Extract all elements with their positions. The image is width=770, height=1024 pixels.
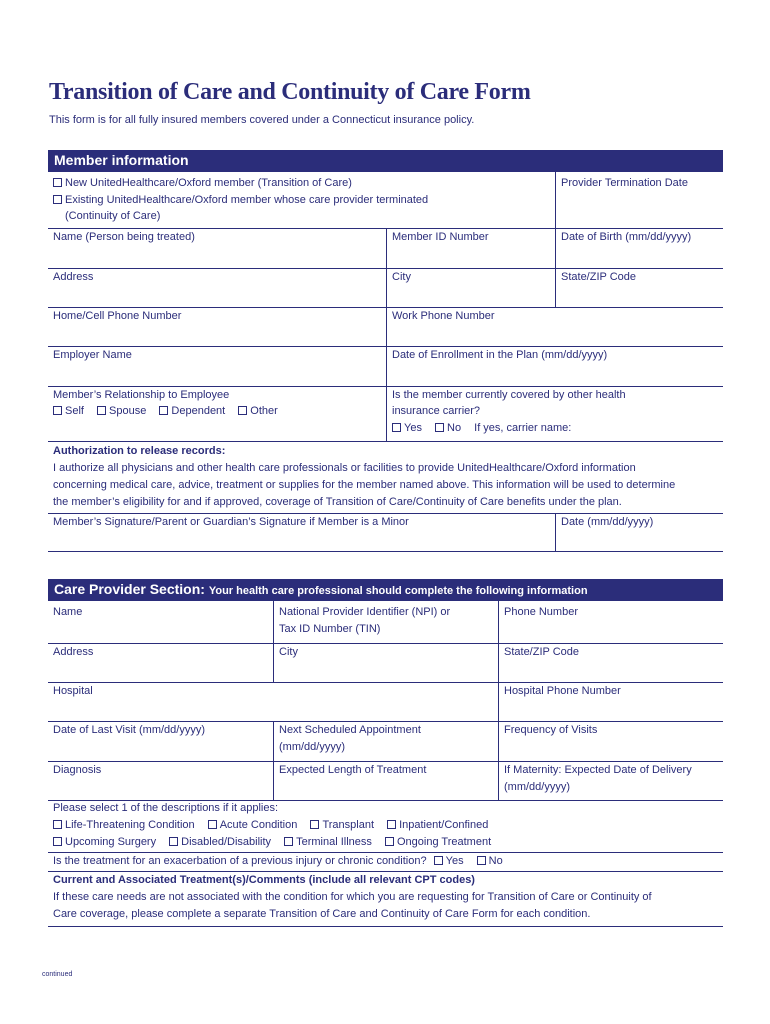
upcoming-surgery-checkbox[interactable]	[53, 837, 62, 846]
authorization-text-2: concerning medical care, advice, treatment or supplies for the member named above. This information will be used to determine	[53, 479, 676, 491]
exacerbation-question: Is the treatment for an exacerbation of a previous injury or chronic condition?	[53, 855, 427, 867]
provider-section-header	[48, 579, 723, 601]
member-name-field[interactable]: Name (Person being treated)	[53, 231, 195, 243]
other-coverage-options	[392, 420, 571, 437]
new-member-option[interactable]	[53, 175, 352, 192]
provider-section-subtitle: Your health care professional should complete the following information	[208, 585, 588, 597]
inpatient-label: Inpatient/Confined	[399, 819, 489, 831]
authorization-text-3: the member’s eligibility for and if approved, coverage of Transition of Care/Continuity of Care benefits under the plan.	[53, 496, 622, 508]
acute-condition-option[interactable]	[208, 819, 298, 831]
description-options-row-1	[53, 817, 488, 834]
member-signature-field[interactable]: Member’s Signature/Parent or Guardian’s Signature if Member is a Minor	[53, 516, 409, 528]
rel-spouse-option[interactable]	[97, 405, 146, 417]
rel-self-option[interactable]	[53, 405, 84, 417]
exacerbation-yes-checkbox[interactable]	[434, 856, 443, 865]
rel-self-label: Self	[65, 405, 84, 417]
member-section-header	[48, 150, 723, 172]
disabled-option[interactable]	[169, 836, 271, 848]
current-treatment-text-1: If these care needs are not associated with the condition for which you are requesting for Transition of Care or Continuity of	[53, 891, 652, 903]
visit-frequency-field[interactable]: Frequency of Visits	[504, 724, 598, 736]
member-state-zip-field[interactable]: State/ZIP Code	[561, 271, 637, 283]
provider-termination-date-field[interactable]: Provider Termination Date	[561, 177, 688, 189]
terminal-illness-checkbox[interactable]	[284, 837, 293, 846]
hospital-phone-field[interactable]: Hospital Phone Number	[504, 685, 621, 697]
terminal-illness-option[interactable]	[284, 836, 372, 848]
signature-date-field[interactable]: Date (mm/dd/yyyy)	[561, 516, 654, 528]
exacerbation-row	[53, 853, 503, 870]
provider-address-field[interactable]: Address	[53, 646, 94, 658]
exacerbation-no-option[interactable]	[477, 855, 503, 867]
provider-name-field[interactable]: Name	[53, 606, 83, 618]
ongoing-treatment-label: Ongoing Treatment	[396, 836, 492, 848]
inpatient-option[interactable]	[387, 819, 488, 831]
exacerbation-no-label: No	[488, 855, 503, 867]
other-coverage-no-checkbox[interactable]	[435, 423, 444, 432]
rel-dependent-label: Dependent	[171, 405, 226, 417]
life-threatening-option[interactable]	[53, 819, 195, 831]
current-treatment-title: Current and Associated Treatment(s)/Comments (include all relevant CPT codes)	[53, 874, 475, 886]
exacerbation-yes-label: Yes	[445, 855, 464, 867]
new-member-checkbox[interactable]	[53, 178, 62, 187]
existing-member-option[interactable]	[53, 192, 428, 209]
upcoming-surgery-option[interactable]	[53, 836, 156, 848]
exacerbation-yes-option[interactable]	[434, 855, 464, 867]
rel-dependent-checkbox[interactable]	[159, 406, 168, 415]
transplant-label: Transplant	[322, 819, 374, 831]
transplant-option[interactable]	[310, 819, 374, 831]
home-phone-field[interactable]: Home/Cell Phone Number	[53, 310, 182, 322]
authorization-text-1: I authorize all physicians and other health care professionals or facilities to provide UnitedHealthcare/Oxford information	[53, 462, 636, 474]
rel-dependent-option[interactable]	[159, 405, 225, 417]
member-id-field[interactable]: Member ID Number	[392, 231, 489, 243]
enrollment-date-field[interactable]: Date of Enrollment in the Plan (mm/dd/yyyy)	[392, 349, 608, 361]
acute-condition-label: Acute Condition	[219, 819, 298, 831]
member-city-field[interactable]: City	[392, 271, 411, 283]
continued-note: continued	[42, 971, 73, 978]
rel-spouse-checkbox[interactable]	[97, 406, 106, 415]
acute-condition-checkbox[interactable]	[208, 820, 217, 829]
provider-city-field[interactable]: City	[279, 646, 298, 658]
rel-spouse-label: Spouse	[109, 405, 147, 417]
upcoming-surgery-label: Upcoming Surgery	[65, 836, 157, 848]
carrier-name-field[interactable]: If yes, carrier name:	[474, 422, 572, 434]
npi-field-cont: Tax ID Number (TIN)	[279, 623, 381, 635]
rel-other-checkbox[interactable]	[238, 406, 247, 415]
authorization-title: Authorization to release records:	[53, 445, 226, 457]
other-coverage-question: Is the member currently covered by other health	[392, 389, 626, 401]
member-section-title: Member information	[54, 152, 189, 168]
provider-state-zip-field[interactable]: State/ZIP Code	[504, 646, 580, 658]
disabled-label: Disabled/Disability	[181, 836, 272, 848]
maternity-delivery-date-field[interactable]: If Maternity: Expected Date of Delivery	[504, 764, 692, 776]
life-threatening-checkbox[interactable]	[53, 820, 62, 829]
next-appointment-field-cont: (mm/dd/yyyy)	[279, 741, 345, 753]
ongoing-treatment-option[interactable]	[385, 836, 491, 848]
rel-other-label: Other	[250, 405, 278, 417]
other-coverage-yes-label: Yes	[404, 422, 422, 434]
relationship-label: Member’s Relationship to Employee	[53, 389, 230, 401]
relationship-options	[53, 403, 278, 420]
other-coverage-no-label: No	[447, 422, 462, 434]
existing-member-label-cont: (Continuity of Care)	[65, 210, 161, 222]
other-coverage-yes-option[interactable]	[392, 422, 422, 434]
other-coverage-question-cont: insurance carrier?	[392, 405, 481, 417]
description-options-row-2	[53, 834, 491, 851]
disabled-checkbox[interactable]	[169, 837, 178, 846]
maternity-delivery-date-cont: (mm/dd/yyyy)	[504, 781, 570, 793]
rel-self-checkbox[interactable]	[53, 406, 62, 415]
npi-field[interactable]: National Provider Identifier (NPI) or	[279, 606, 451, 618]
new-member-label: New UnitedHealthcare/Oxford member (Transition of Care)	[65, 177, 352, 189]
provider-section-title: Care Provider Section: Your health care professional should complete the following information	[54, 581, 588, 597]
existing-member-checkbox[interactable]	[53, 195, 62, 204]
next-appointment-field[interactable]: Next Scheduled Appointment	[279, 724, 421, 736]
other-coverage-yes-checkbox[interactable]	[392, 423, 401, 432]
inpatient-checkbox[interactable]	[387, 820, 396, 829]
terminal-illness-label: Terminal Illness	[296, 836, 372, 848]
existing-member-label: Existing UnitedHealthcare/Oxford member whose care provider terminated	[65, 194, 429, 206]
member-address-field[interactable]: Address	[53, 271, 94, 283]
description-prompt: Please select 1 of the descriptions if it applies:	[53, 802, 279, 814]
form-subtitle: This form is for all fully insured members covered under a Connecticut insurance policy.	[49, 114, 475, 126]
transplant-checkbox[interactable]	[310, 820, 319, 829]
rel-other-option[interactable]	[238, 405, 278, 417]
hospital-field[interactable]: Hospital	[53, 685, 93, 697]
exacerbation-no-checkbox[interactable]	[477, 856, 486, 865]
current-treatment-text-2: Care coverage, please complete a separate Transition of Care and Continuity of Care Form for each condition.	[53, 908, 591, 920]
employer-name-field[interactable]: Employer Name	[53, 349, 132, 361]
diagnosis-field[interactable]: Diagnosis	[53, 764, 102, 776]
form-title: Transition of Care and Continuity of Care Form	[49, 79, 531, 105]
treatment-length-field[interactable]: Expected Length of Treatment	[279, 764, 427, 776]
other-coverage-no-option[interactable]	[435, 422, 461, 434]
dob-field[interactable]: Date of Birth (mm/dd/yyyy)	[561, 231, 692, 243]
provider-phone-field[interactable]: Phone Number	[504, 606, 578, 618]
life-threatening-label: Life-Threatening Condition	[65, 819, 195, 831]
work-phone-field[interactable]: Work Phone Number	[392, 310, 495, 322]
last-visit-field[interactable]: Date of Last Visit (mm/dd/yyyy)	[53, 724, 206, 736]
ongoing-treatment-checkbox[interactable]	[385, 837, 394, 846]
